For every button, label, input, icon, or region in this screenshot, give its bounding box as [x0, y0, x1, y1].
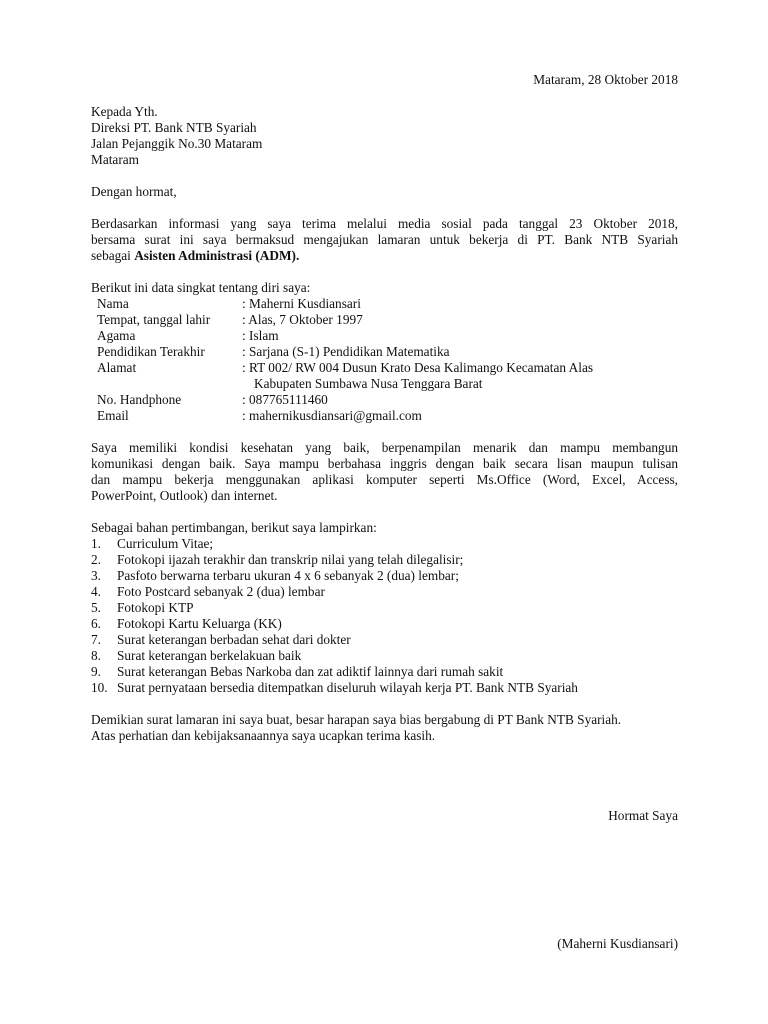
list-number: 8.	[91, 648, 101, 663]
intro-line: Berdasarkan informasi yang saya terima melalui media sosial pada tanggal 23 Oktober 2018,	[91, 216, 678, 231]
recipient-line: Kepada Yth.	[91, 104, 158, 119]
intro-prefix: sebagai	[91, 248, 135, 263]
address-line: : RT 002/ RW 004 Dusun Krato Desa Kalimango Kecamatan Alas	[242, 360, 594, 375]
intro-line-position	[91, 248, 678, 264]
personal-data-table	[97, 296, 674, 424]
personal-row-email	[97, 408, 674, 424]
recipient-line: Direksi PT. Bank NTB Syariah	[91, 120, 257, 135]
list-item	[91, 536, 678, 552]
skills-line: PowerPoint, Outlook) dan internet.	[91, 488, 278, 503]
list-item	[91, 584, 678, 600]
personal-row-address	[97, 360, 674, 392]
religion-label: Agama	[97, 328, 136, 343]
attachments-intro: Sebagai bahan pertimbangan, berikut saya lampirkan:	[91, 520, 377, 535]
list-number: 4.	[91, 584, 101, 599]
list-number: 1.	[91, 536, 101, 551]
closing-paragraph	[91, 712, 678, 744]
list-number: 9.	[91, 664, 101, 679]
list-text: Fotokopi Kartu Keluarga (KK)	[117, 616, 282, 631]
list-number: 10.	[91, 680, 108, 695]
list-item	[91, 648, 678, 664]
list-number: 7.	[91, 632, 101, 647]
birth-value: : Alas, 7 Oktober 1997	[242, 312, 363, 327]
education-value: : Sarjana (S-1) Pendidikan Matematika	[242, 344, 450, 359]
closing-line: Demikian surat lamaran ini saya buat, besar harapan saya bias bergabung di PT Bank NTB Syariah.	[91, 712, 622, 727]
personal-row-religion	[97, 328, 674, 344]
place-date: Mataram, 28 Oktober 2018	[533, 72, 678, 87]
signature-name: (Maherni Kusdiansari)	[557, 936, 678, 951]
recipient-line: Mataram	[91, 152, 139, 167]
name-label: Nama	[97, 296, 129, 311]
list-item	[91, 568, 678, 584]
personal-row-education	[97, 344, 674, 360]
list-text: Curriculum Vitae;	[117, 536, 214, 551]
list-text: Foto Postcard sebanyak 2 (dua) lembar	[117, 584, 325, 599]
list-text: Surat keterangan berkelakuan baik	[117, 648, 302, 663]
personal-row-phone	[97, 392, 674, 408]
phone-value: : 087765111460	[242, 392, 328, 407]
personal-row-birth	[97, 312, 674, 328]
skills-line: Saya memiliki kondisi kesehatan yang baik, berpenampilan menarik dan mampu membangun	[91, 440, 678, 455]
attachments-list	[91, 536, 678, 696]
list-item	[91, 552, 678, 568]
valediction: Hormat Saya	[608, 808, 678, 823]
letter-page	[91, 72, 678, 952]
email-value: : mahernikusdiansari@gmail.com	[242, 408, 422, 423]
personal-row-name	[97, 296, 674, 312]
list-item	[91, 616, 678, 632]
list-text: Surat keterangan berbadan sehat dari dokter	[117, 632, 351, 647]
applied-position: Asisten Administrasi (ADM).	[134, 248, 300, 263]
address-label: Alamat	[97, 360, 137, 375]
greeting: Dengan hormat,	[91, 184, 177, 199]
list-item	[91, 664, 678, 680]
list-text: Surat keterangan Bebas Narkoba dan zat adiktif lainnya dari rumah sakit	[117, 664, 504, 679]
skills-line: dan mampu bekerja menggunakan aplikasi komputer seperti Ms.Office (Word, Excel, Access,	[91, 472, 678, 487]
birth-label: Tempat, tanggal lahir	[97, 312, 211, 327]
list-number: 2.	[91, 552, 101, 567]
address-value	[242, 360, 674, 392]
list-item	[91, 632, 678, 648]
education-label: Pendidikan Terakhir	[97, 344, 205, 359]
list-text: Pasfoto berwarna terbaru ukuran 4 x 6 sebanyak 2 (dua) lembar;	[117, 568, 459, 583]
recipient-block	[91, 104, 678, 168]
email-label: Email	[97, 408, 129, 423]
religion-value: : Islam	[242, 328, 279, 343]
list-text: Surat pernyataan bersedia ditempatkan diseluruh wilayah kerja PT. Bank NTB Syariah	[117, 680, 578, 695]
skills-paragraph	[91, 440, 678, 504]
list-number: 6.	[91, 616, 101, 631]
phone-label: No. Handphone	[97, 392, 182, 407]
intro-paragraph	[91, 216, 678, 264]
address-line: Kabupaten Sumbawa Nusa Tenggara Barat	[254, 376, 483, 391]
list-text: Fotokopi ijazah terakhir dan transkrip nilai yang telah dilegalisir;	[117, 552, 464, 567]
list-text: Fotokopi KTP	[117, 600, 194, 615]
list-item	[91, 600, 678, 616]
list-item	[91, 680, 678, 696]
skills-line: komunikasi dengan baik. Saya mampu berbahasa inggris dengan baik secara lisan maupun tulisan	[91, 456, 678, 471]
list-number: 3.	[91, 568, 101, 583]
intro-line: bersama surat ini saya bermaksud mengajukan lamaran untuk bekerja di PT. Bank NTB Syariah	[91, 232, 678, 247]
recipient-line: Jalan Pejanggik No.30 Mataram	[91, 136, 263, 151]
closing-line: Atas perhatian dan kebijaksanaannya saya ucapkan terima kasih.	[91, 728, 436, 743]
name-value: : Maherni Kusdiansari	[242, 296, 361, 311]
list-number: 5.	[91, 600, 101, 615]
data-intro: Berikut ini data singkat tentang diri saya:	[91, 280, 311, 295]
